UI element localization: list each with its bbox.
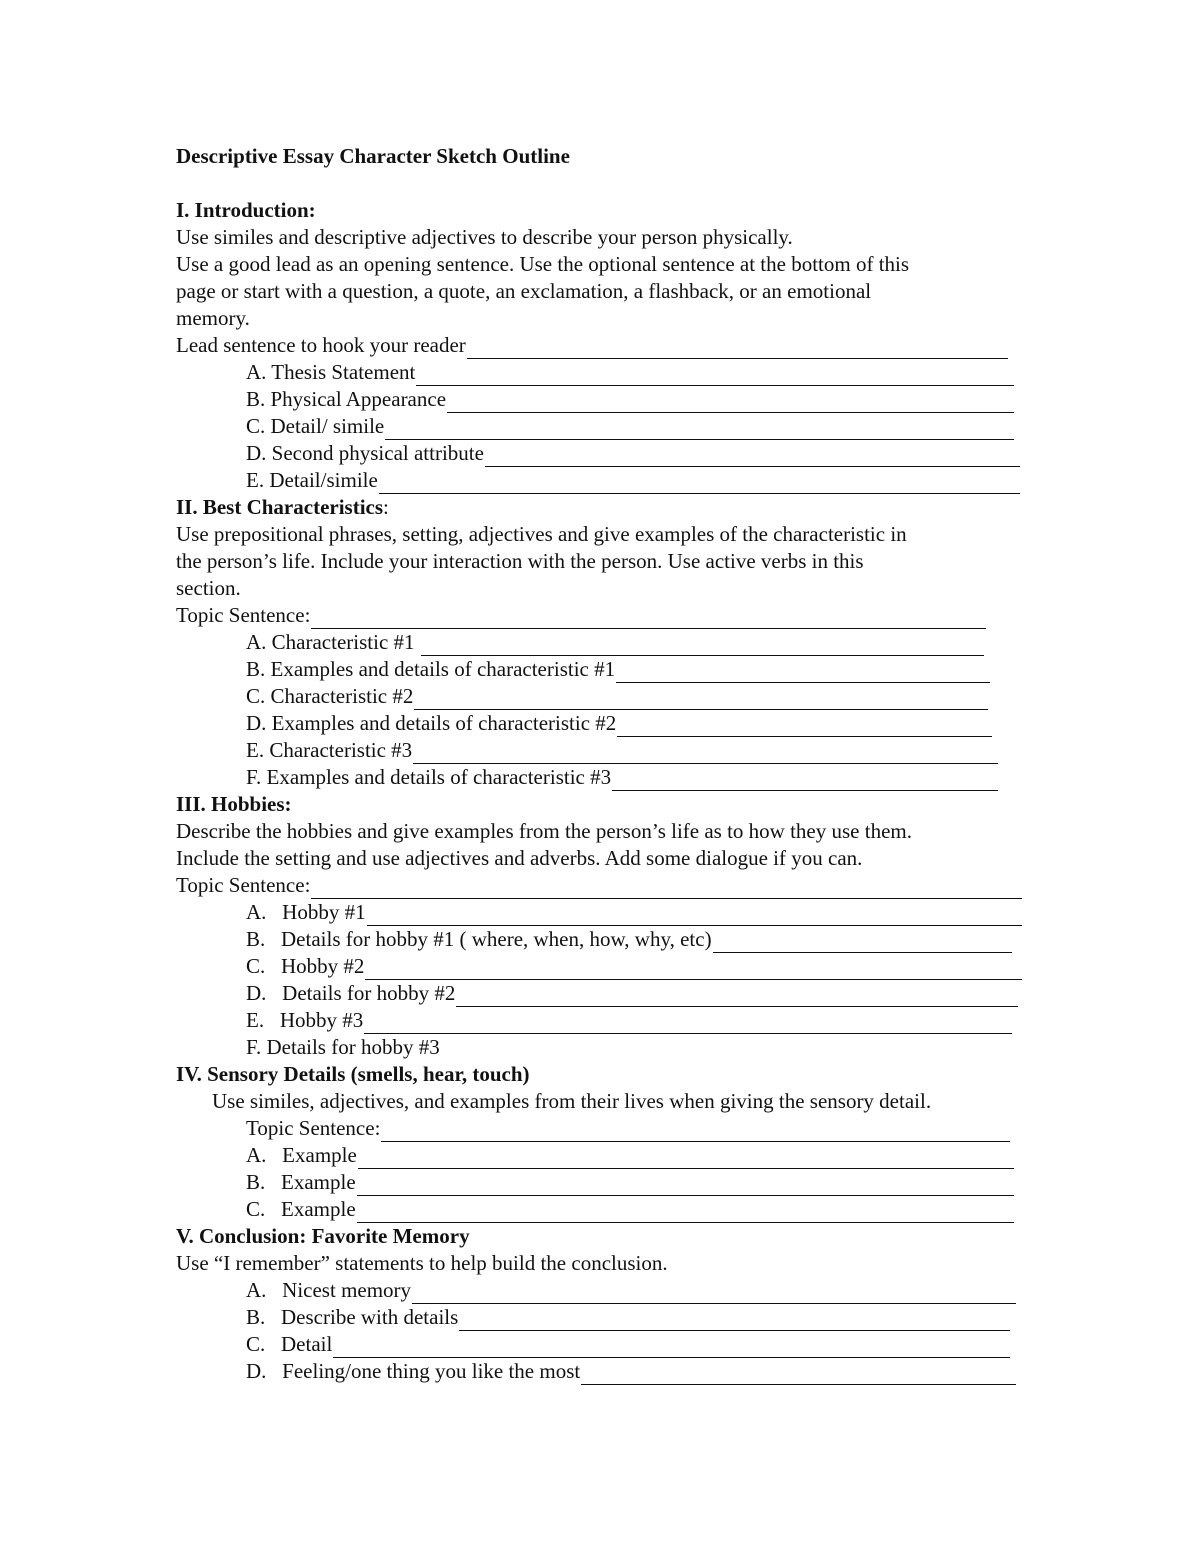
outline-item[interactable] [246,926,1012,953]
outline-item[interactable] [246,710,992,737]
blank-line[interactable] [333,1338,1010,1358]
blank-line[interactable] [414,690,988,710]
outline-item[interactable] [246,683,988,710]
blank-line[interactable] [581,1365,1016,1385]
instruction-text: Use similes and descriptive adjectives to describe your person physically. [176,225,793,249]
section-heading-sensory-details: IV. Sensory Details (smells, hear, touch) [176,1062,530,1086]
section-heading-conclusion: V. Conclusion: Favorite Memory [176,1224,470,1248]
instruction-text: section. [176,576,241,600]
blank-line[interactable] [412,1284,1016,1304]
heading-text: II. Best Characteristics [176,495,384,519]
item-label: D. Feeling/one thing you like the most [246,1359,581,1383]
blank-line[interactable] [459,1311,1010,1331]
section-heading-hobbies: III. Hobbies: [176,792,292,816]
item-label: C. Detail/ simile [246,414,385,438]
item-label: F. Examples and details of characteristic #3 [246,765,612,789]
topic-sentence-field[interactable] [246,1115,1010,1142]
item-label: D. Examples and details of characteristic #2 [246,711,617,735]
instruction-text: Use similes, adjectives, and examples from their lives when giving the sensory detail. [212,1089,932,1113]
blank-line[interactable] [713,933,1012,953]
instruction-text: the person’s life. Include your interaction with the person. Use active verbs in this [176,549,864,573]
blank-line[interactable] [357,1176,1014,1196]
field-label: Topic Sentence: [176,603,311,627]
topic-sentence-field[interactable] [176,602,986,629]
outline-item[interactable] [246,980,1018,1007]
blank-line[interactable] [311,609,986,629]
blank-line[interactable] [379,474,1020,494]
instruction-text: Use a good lead as an opening sentence. Use the optional sentence at the bottom of this [176,252,910,276]
field-label: Topic Sentence: [176,873,311,897]
item-label: C. Characteristic #2 [246,684,414,708]
blank-line[interactable] [467,339,1008,359]
blank-line[interactable] [358,1149,1014,1169]
instruction-text: page or start with a question, a quote, an exclamation, a flashback, or an emotional [176,279,872,303]
topic-sentence-field[interactable] [176,872,1022,899]
item-label: E. Hobby #3 [246,1008,364,1032]
blank-line[interactable] [381,1122,1010,1142]
outline-item[interactable] [246,440,1020,467]
outline-item[interactable] [246,737,998,764]
blank-line[interactable] [616,663,990,683]
outline-item[interactable] [246,467,1020,494]
blank-line[interactable] [385,420,1014,440]
blank-line[interactable] [416,366,1014,386]
blank-line[interactable] [413,744,998,764]
instruction-text: memory. [176,306,250,330]
outline-item[interactable] [246,359,1014,386]
blank-line[interactable] [365,960,1022,980]
outline-item[interactable] [246,1169,1014,1196]
outline-item: F. Details for hobby #3 [246,1035,440,1059]
blank-line[interactable] [364,1014,1012,1034]
section-heading-introduction: I. Introduction: [176,198,316,222]
instruction-text: Use “I remember” statements to help build the conclusion. [176,1251,668,1275]
item-label: E. Detail/simile [246,468,378,492]
blank-line[interactable] [311,879,1022,899]
instruction-text: Use prepositional phrases, setting, adjectives and give examples of the characteristic in [176,522,907,546]
item-label: A. Example [246,1143,357,1167]
blank-line[interactable] [485,447,1020,467]
item-label: D. Details for hobby #2 [246,981,456,1005]
item-label: B. Details for hobby #1 ( where, when, how, why, etc) [246,927,712,951]
outline-item[interactable] [246,629,984,656]
instruction-text: Describe the hobbies and give examples from the person’s life as to how they use them. [176,819,912,843]
outline-item[interactable] [246,899,1022,926]
lead-sentence-field[interactable] [176,332,1008,359]
item-label: C. Hobby #2 [246,954,365,978]
outline-item[interactable] [246,1358,1016,1385]
outline-item[interactable] [246,953,1022,980]
blank-line[interactable] [367,906,1022,926]
instruction-text: Include the setting and use adjectives and adverbs. Add some dialogue if you can. [176,846,863,870]
blank-line[interactable] [612,771,998,791]
outline-item[interactable] [246,413,1014,440]
item-label: D. Second physical attribute [246,441,484,465]
blank-line[interactable] [456,987,1018,1007]
blank-line[interactable] [447,393,1014,413]
section-heading-best-characteristics [176,494,389,521]
item-label: B. Physical Appearance [246,387,447,411]
heading-colon: : [383,495,389,519]
outline-item[interactable] [246,1331,1010,1358]
item-label: C. Detail [246,1332,333,1356]
field-label: Topic Sentence: [246,1116,381,1140]
outline-item[interactable] [246,386,1014,413]
item-label: E. Characteristic #3 [246,738,413,762]
field-label: Lead sentence to hook your reader [176,333,466,357]
blank-line[interactable] [617,717,992,737]
blank-line[interactable] [421,636,984,656]
item-label: A. Thesis Statement [246,360,416,384]
outline-item[interactable] [246,1304,1010,1331]
item-label: C. Example [246,1197,356,1221]
outline-item[interactable] [246,1277,1016,1304]
item-label: A. Nicest memory [246,1278,412,1302]
item-label: A. Hobby #1 [246,900,366,924]
item-label: A. Characteristic #1 [246,630,420,654]
item-label: B. Describe with details [246,1305,459,1329]
document-title: Descriptive Essay Character Sketch Outline [176,144,570,168]
outline-item[interactable] [246,656,990,683]
item-label: B. Example [246,1170,356,1194]
outline-item[interactable] [246,764,998,791]
outline-item[interactable] [246,1196,1014,1223]
item-label: B. Examples and details of characteristic #1 [246,657,616,681]
outline-item[interactable] [246,1007,1012,1034]
blank-line[interactable] [357,1203,1014,1223]
outline-item[interactable] [246,1142,1014,1169]
